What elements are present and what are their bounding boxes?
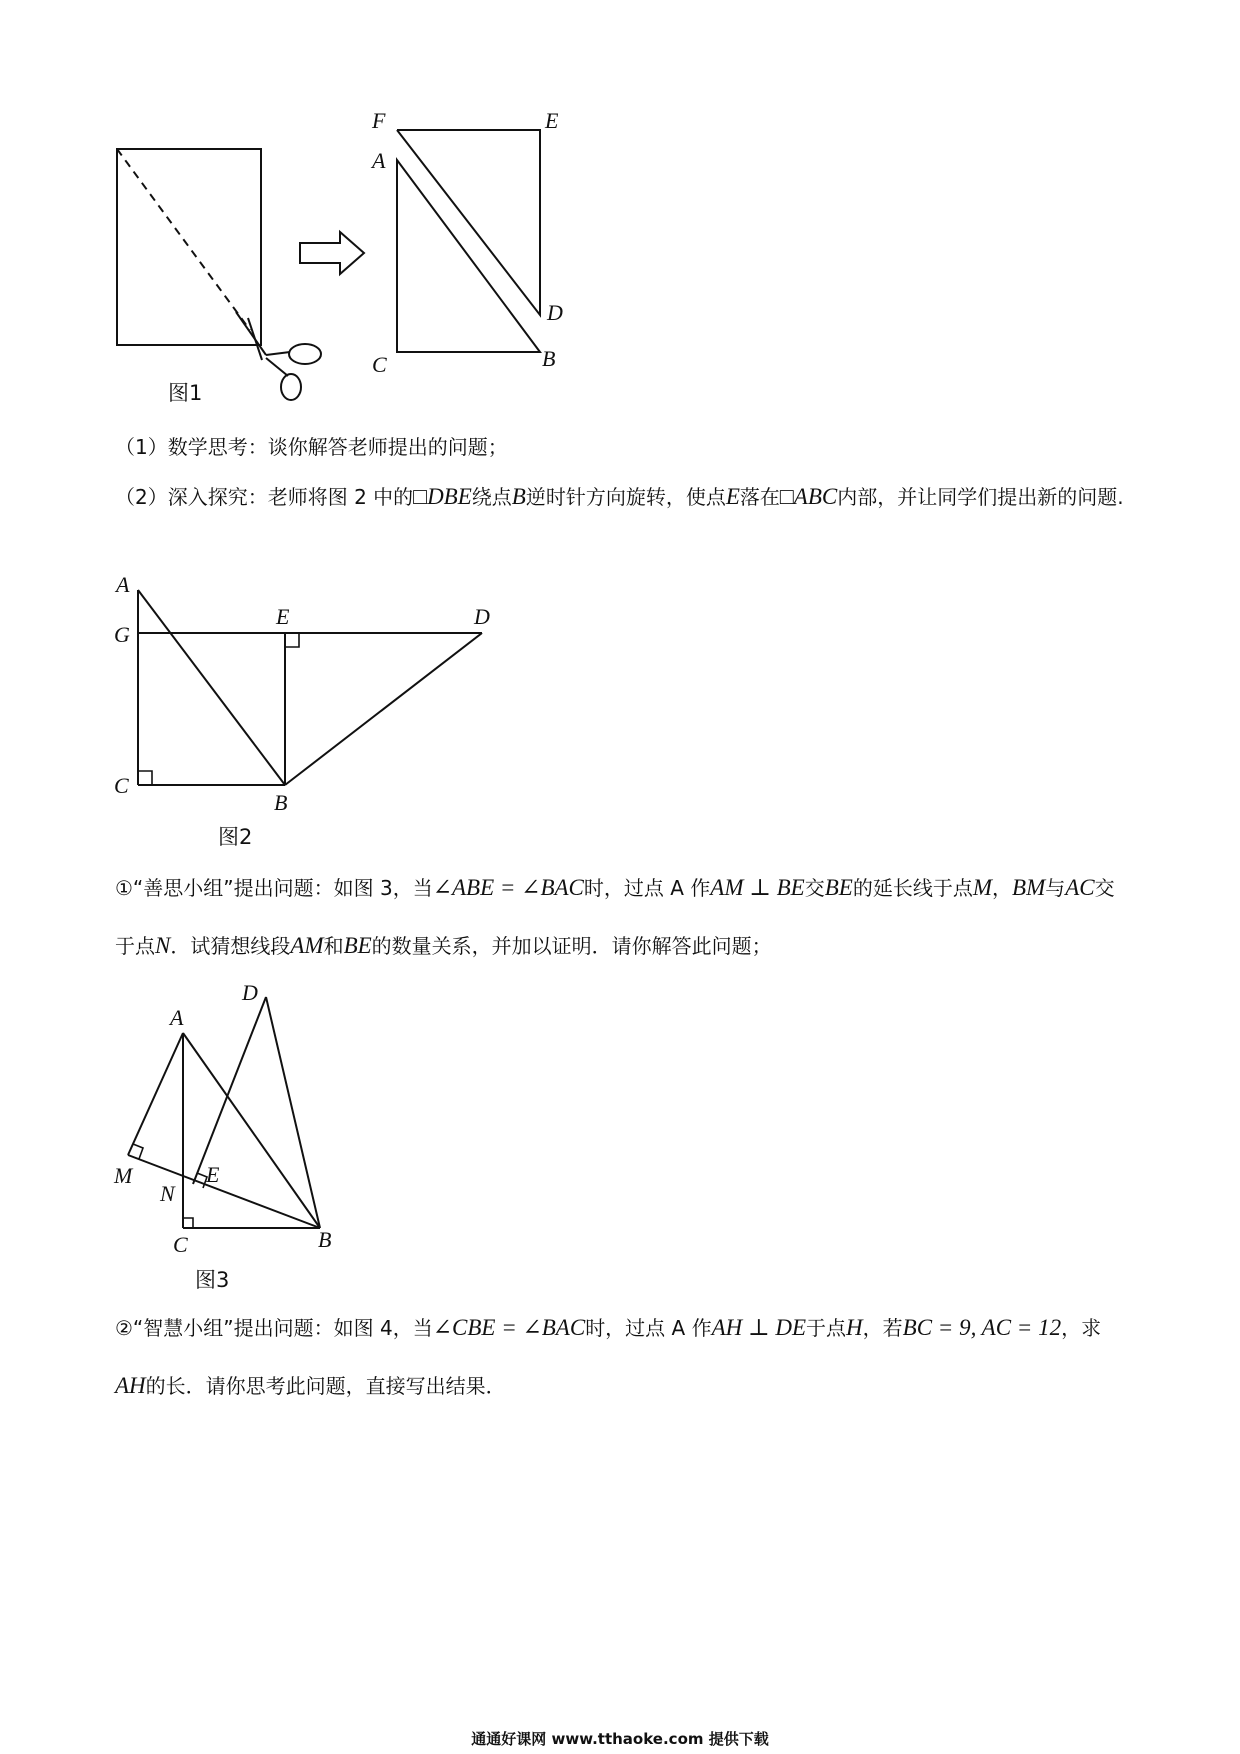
- figure-1: [0, 0, 620, 410]
- label-D: D: [242, 980, 258, 1005]
- label-D: D: [474, 604, 490, 629]
- right-angle-E: [285, 633, 299, 647]
- label-E: E: [545, 108, 559, 133]
- right-arrow-icon: [300, 232, 364, 274]
- label-A: A: [372, 148, 386, 173]
- label-A: A: [170, 1005, 184, 1030]
- segment-AB: [183, 1033, 320, 1228]
- right-angle-C: [138, 771, 152, 785]
- label-B: B: [274, 790, 288, 815]
- triangle-acb: [397, 160, 540, 352]
- label-E: E: [276, 604, 290, 629]
- label-N: N: [160, 1181, 175, 1206]
- segment-AB: [138, 590, 285, 785]
- label-C: C: [173, 1232, 188, 1257]
- right-angle-C: [183, 1218, 193, 1228]
- label-C: C: [114, 773, 129, 798]
- segment-MB: [128, 1155, 320, 1228]
- figure-3-caption: 图3: [195, 1268, 230, 1292]
- segment-AM: [128, 1033, 183, 1155]
- sub-question-2: ②“智慧小组”提出问题：如图 4，当∠CBE = ∠BAC时，过点 A 作AH ⊥ DE于点H，若BC = 9, AC = 12，求AH的长．请你思考此问题，直接写出结果．: [115, 1315, 1102, 1398]
- label-B: B: [318, 1227, 332, 1252]
- sub-question-1: ①“善思小组”提出问题：如图 3，当∠ABE = ∠BAC时，过点 A 作AM ⊥ BE交BE的延长线于点M，BM与AC交于点N．试猜想线段AM和BE的数量关系，并加以证明．请你解答此问题；: [115, 875, 1115, 958]
- scissors-icon: [236, 312, 321, 400]
- label-G: G: [114, 622, 130, 647]
- label-A: A: [116, 572, 130, 597]
- label-C: C: [372, 352, 387, 377]
- label-M: M: [114, 1163, 133, 1188]
- label-B: B: [542, 346, 556, 371]
- segment-DB: [285, 633, 482, 785]
- question-2: （2）深入探究：老师将图 2 中的□DBE绕点B逆时针方向旋转，使点E落在□ABC内部，并让同学们提出新的问题.: [115, 484, 1124, 509]
- figure-2: [0, 560, 560, 860]
- label-D: D: [547, 300, 563, 325]
- page-footer: 通通好课网 www.tthaoke.com 提供下载: [471, 1730, 769, 1748]
- label-E: E: [206, 1162, 220, 1187]
- segment-DE: [193, 997, 266, 1184]
- cut-line: [117, 149, 250, 330]
- triangle-fed: [397, 130, 540, 315]
- question-1: （1）数学思考：谈你解答老师提出的问题；: [115, 435, 508, 459]
- figure-1-caption: 图1: [168, 381, 203, 405]
- figure-3: [0, 965, 420, 1295]
- figure-2-caption: 图2: [218, 825, 253, 849]
- label-F: F: [372, 108, 386, 133]
- segment-DB: [266, 997, 320, 1228]
